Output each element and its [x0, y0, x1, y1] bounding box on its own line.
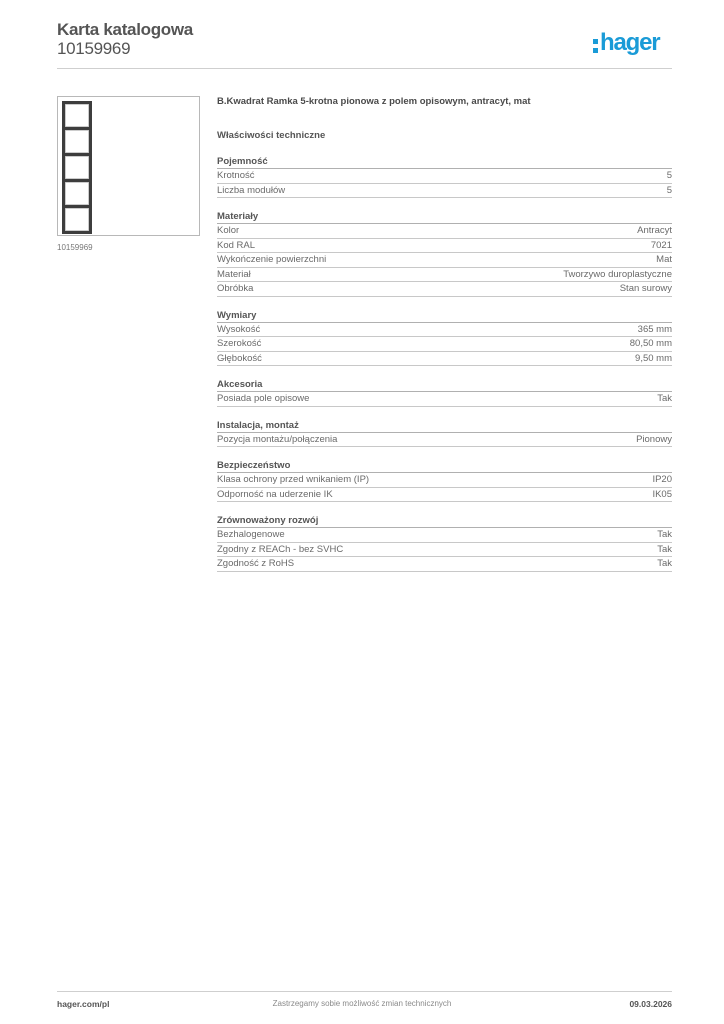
spec-group-safety: [217, 459, 672, 502]
spec-row: [217, 557, 672, 572]
document-title: Karta katalogowa: [57, 20, 193, 39]
spec-group-title: Bezpieczeństwo: [217, 459, 672, 473]
spec-row: [217, 268, 672, 283]
document-product-number: 10159969: [57, 39, 131, 58]
frame-module-opening: [65, 182, 89, 205]
product-title: B.Kwadrat Ramka 5-krotna pionowa z polem opisowym, antracyt, mat: [217, 96, 531, 107]
product-image: [57, 96, 200, 236]
spec-group-title: Instalacja, montaż: [217, 419, 672, 433]
frame-module-opening: [65, 130, 89, 153]
spec-value: Pionowy: [636, 433, 672, 445]
spec-value: IK05: [652, 488, 672, 500]
image-caption: 10159969: [57, 243, 93, 252]
spec-row: [217, 169, 672, 184]
spec-label: Wykończenie powierzchni: [217, 254, 327, 265]
footer-divider: [57, 991, 672, 992]
spec-row: [217, 488, 672, 503]
spec-value: 80,50 mm: [629, 338, 672, 349]
spec-group-title: Materiały: [217, 210, 672, 224]
spec-row: [217, 528, 672, 543]
spec-value: 5: [666, 170, 672, 181]
technical-properties-heading: Właściwości techniczne: [217, 130, 326, 141]
spec-label: Bezhalogenowe: [217, 529, 285, 540]
spec-label: Obróbka: [217, 283, 254, 294]
logo-colon-icon: [593, 39, 598, 53]
spec-group-title: Wymiary: [217, 309, 672, 323]
footer-website-link[interactable]: hager.com/pl: [57, 999, 110, 1009]
spec-row: [217, 337, 672, 352]
spec-label: Liczba modułów: [217, 184, 286, 196]
spec-group-materials: [217, 210, 672, 297]
header-divider: [57, 68, 672, 69]
spec-label: Zgodność z RoHS: [217, 558, 295, 569]
spec-value: Antracyt: [637, 225, 672, 236]
spec-label: Kolor: [217, 225, 240, 236]
spec-label: Głębokość: [217, 352, 262, 364]
spec-group-title: Pojemność: [217, 155, 672, 169]
spec-value: Tworzywo duroplastyczne: [563, 268, 672, 280]
spec-group-title: Akcesoria: [217, 378, 672, 392]
footer-date: 09.03.2026: [629, 999, 672, 1009]
spec-label: Klasa ochrony przed wnikaniem (IP): [217, 474, 370, 485]
spec-group-dimensions: [217, 309, 672, 367]
spec-value: 365 mm: [637, 323, 672, 335]
spec-value: IP20: [652, 474, 672, 485]
spec-value: 7021: [650, 239, 672, 251]
specifications-panel: [217, 95, 672, 572]
spec-row: [217, 352, 672, 367]
spec-group-installation: [217, 419, 672, 448]
frame-module-opening: [65, 104, 89, 127]
spec-value: 9,50 mm: [635, 352, 672, 364]
spec-label: Kod RAL: [217, 239, 256, 251]
frame-module-opening: [65, 208, 89, 231]
spec-label: Pozycja montażu/połączenia: [217, 433, 338, 445]
spec-row: [217, 473, 672, 488]
frame-illustration-icon: [62, 101, 92, 234]
spec-group-sustainability: [217, 514, 672, 572]
frame-module-opening: [65, 156, 89, 179]
spec-group-title: Zrównoważony rozwój: [217, 514, 672, 528]
spec-row: [217, 239, 672, 254]
spec-label: Krotność: [217, 170, 255, 181]
spec-row: [217, 253, 672, 268]
hager-logo: [593, 29, 659, 57]
spec-value: 5: [666, 184, 672, 196]
spec-group-accessories: [217, 378, 672, 407]
spec-value: Mat: [656, 254, 672, 265]
spec-value: Stan surowy: [619, 283, 672, 294]
footer-disclaimer: Zastrzegamy sobie możliwość zmian technicznych: [272, 999, 452, 1008]
spec-row: [217, 392, 672, 407]
spec-row: [217, 433, 672, 448]
logo-text: hager: [600, 29, 660, 56]
spec-group-capacity: [217, 155, 672, 198]
spec-label: Materiał: [217, 268, 251, 280]
spec-value: Tak: [657, 543, 672, 555]
spec-label: Zgodny z REACh - bez SVHC: [217, 543, 344, 555]
spec-value: Tak: [657, 529, 672, 540]
spec-row: [217, 323, 672, 338]
spec-label: Posiada pole opisowe: [217, 393, 310, 404]
spec-value: Tak: [657, 558, 672, 569]
spec-label: Wysokość: [217, 323, 261, 335]
spec-label: Odporność na uderzenie IK: [217, 488, 333, 500]
spec-row: [217, 543, 672, 558]
spec-row: [217, 224, 672, 239]
spec-value: Tak: [657, 393, 672, 404]
spec-label: Szerokość: [217, 338, 262, 349]
spec-row: [217, 282, 672, 297]
spec-row: [217, 184, 672, 199]
